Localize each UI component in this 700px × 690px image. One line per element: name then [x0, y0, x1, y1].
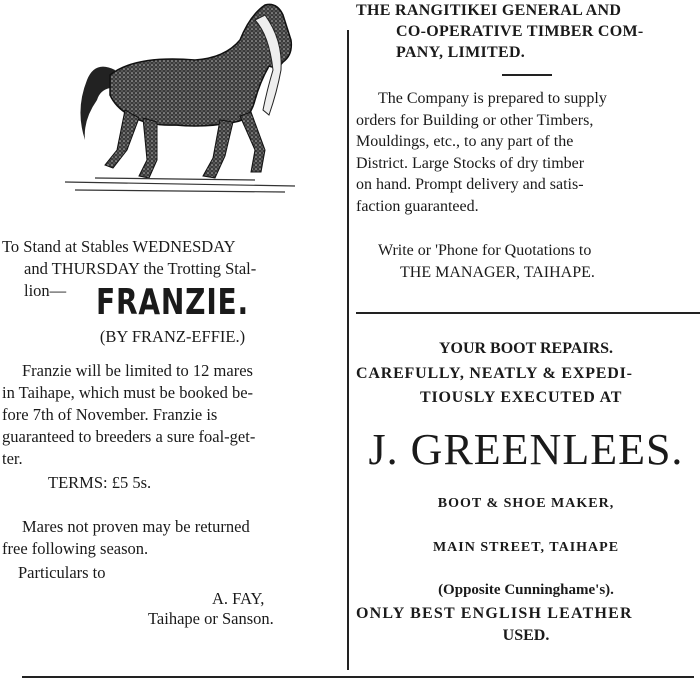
stand-line: lion—	[24, 281, 67, 300]
booking-terms-paragraph	[2, 360, 342, 470]
boot-ad-heading: YOUR BOOT REPAIRS.	[438, 340, 614, 357]
paragraph-line: guaranteed to breeders a sure foal-get-	[2, 427, 256, 446]
advertisement-separator	[356, 312, 700, 314]
title-line: PANY, LIMITED.	[396, 44, 526, 61]
contact-place: Taihape or Sanson.	[148, 609, 274, 628]
subheading-line: CAREFULLY, NEATLY & EXPEDI-	[356, 365, 633, 382]
contact-name: A. FAY,	[212, 589, 265, 608]
bottom-rule	[22, 676, 694, 678]
franzie-advertisement	[0, 0, 345, 670]
subheading-line: TIOUSLY EXECUTED AT	[420, 389, 623, 406]
paragraph-line: free following season.	[2, 539, 149, 558]
paragraph-line: Mouldings, etc., to any part of the	[356, 133, 574, 150]
business-name: J. GREENLEES.	[368, 425, 684, 474]
title-underline	[502, 74, 552, 76]
paragraph-line: Franzie will be limited to 12 mares	[22, 361, 253, 380]
leather-claim: ONLY BEST ENGLISH LEATHER	[356, 605, 633, 622]
contact-line: Write or 'Phone for Quotations to	[378, 242, 592, 259]
boot-ad-subheading	[356, 362, 700, 410]
horse-illustration	[55, 0, 305, 200]
horse-name-heading: FRANZIE.	[96, 282, 249, 323]
title-line: CO-OPERATIVE TIMBER COM-	[396, 23, 644, 40]
paragraph-line: faction guaranteed.	[356, 197, 479, 215]
paragraph-line: District. Large Stocks of dry timber	[356, 154, 585, 172]
pedigree-line: (BY FRANZ-EFFIE.)	[99, 327, 246, 346]
paragraph-line: in Taihape, which must be booked be-	[2, 383, 254, 402]
paragraph-line: on hand. Prompt delivery and satis-	[356, 176, 584, 193]
stand-line: and THURSDAY the Trotting Stal-	[24, 259, 257, 278]
trade-description: BOOT & SHOE MAKER,	[437, 496, 615, 511]
paragraph-line: ter.	[2, 449, 23, 468]
paragraph-line: orders for Building or other Timbers,	[356, 111, 594, 129]
quotation-contact	[378, 240, 595, 284]
timber-description	[356, 88, 700, 217]
title-line: THE RANGITIKEI GENERAL AND	[356, 2, 622, 19]
contact-line: THE MANAGER, TAIHAPE.	[400, 264, 595, 281]
paragraph-line: fore 7th of November. Franzie is	[2, 405, 218, 424]
timber-advertisement	[352, 0, 700, 670]
timber-company-title	[356, 0, 700, 63]
particulars-label: Particulars to	[18, 563, 106, 582]
business-address: MAIN STREET, TAIHAPE	[432, 540, 620, 555]
stud-fee: TERMS: £5 5s.	[48, 473, 152, 492]
leather-claim-end: USED.	[502, 627, 550, 644]
return-policy	[2, 516, 250, 560]
paragraph-line: Mares not proven may be returned	[22, 517, 250, 536]
stand-line: To Stand at Stables WEDNESDAY	[2, 237, 236, 256]
column-divider	[347, 30, 349, 670]
address-landmark: (Opposite Cunninghame's).	[438, 582, 614, 598]
paragraph-line: The Company is prepared to supply	[378, 90, 607, 107]
